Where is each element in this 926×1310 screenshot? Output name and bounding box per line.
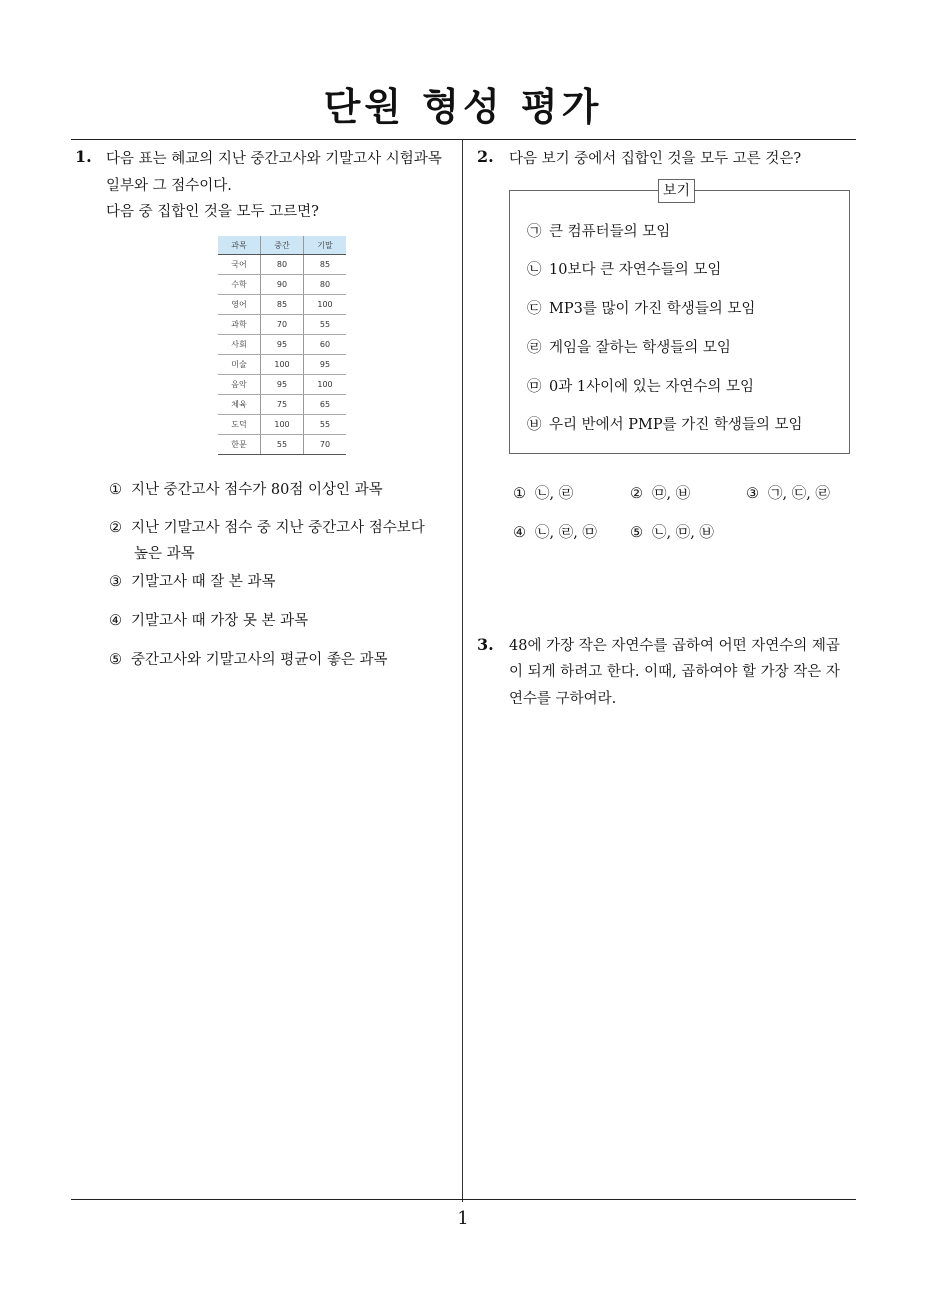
item-text: 10보다 큰 자연수들의 모임 (549, 262, 722, 278)
table-row (218, 275, 346, 295)
question-text-line: 48에 가장 작은 자연수를 곱하여 어떤 자연수의 제곱 (509, 638, 840, 654)
page-title: 단원 형성 평가 (323, 85, 603, 129)
table-cell: 80 (261, 255, 304, 275)
item-text: 우리 반에서 PMP를 가진 학생들의 모임 (549, 417, 803, 433)
answer-option-2[interactable] (109, 515, 425, 541)
question-number: 1. (75, 147, 92, 166)
score-table (218, 236, 346, 455)
item-marker: ㉢ (527, 301, 542, 317)
table-cell: 100 (261, 415, 304, 435)
table-cell: 80 (304, 275, 347, 295)
table-row (218, 295, 346, 315)
question-text-line: 다음 중 집합인 것을 모두 고르면? (106, 204, 319, 220)
item-marker: ㉡ (527, 262, 542, 278)
question-text-line: 다음 보기 중에서 집합인 것을 모두 고른 것은? (509, 151, 802, 167)
option-marker: ③ (109, 574, 122, 590)
table-row (218, 375, 346, 395)
table-cell: 60 (304, 335, 347, 355)
choice-text: ㉤, ㉥ (652, 486, 691, 502)
example-item (527, 337, 731, 359)
answer-choice-2[interactable] (630, 483, 690, 505)
answer-option-4[interactable] (109, 608, 308, 634)
table-cell: 100 (261, 355, 304, 375)
item-marker: ㉠ (527, 224, 542, 240)
option-text: 기말고사 때 잘 본 과목 (131, 574, 276, 590)
column-header: 중간 (261, 236, 304, 255)
choice-text: ㉡, ㉣ (535, 486, 574, 502)
table-cell: 수학 (218, 275, 261, 295)
option-marker: ④ (109, 613, 122, 629)
table-row (218, 435, 346, 455)
table-cell: 55 (304, 315, 347, 335)
table-row (218, 335, 346, 355)
table-cell: 체육 (218, 395, 261, 415)
table-row (218, 315, 346, 335)
table-cell: 과학 (218, 315, 261, 335)
example-item (527, 376, 754, 398)
answer-option-5[interactable] (109, 647, 388, 673)
table-cell: 95 (304, 355, 347, 375)
item-text: 0과 1사이에 있는 자연수의 모임 (549, 379, 754, 395)
column-divider (462, 140, 463, 1202)
example-box-label: 보기 (658, 179, 695, 203)
choice-text: ㉠, ㉢, ㉣ (768, 486, 830, 502)
item-text: 게임을 잘하는 학생들의 모임 (549, 340, 731, 356)
option-marker: ⑤ (109, 652, 122, 668)
option-marker: ① (109, 482, 122, 498)
option-text: 기말고사 때 가장 못 본 과목 (131, 613, 309, 629)
option-marker: ② (109, 520, 122, 536)
table-cell: 음악 (218, 375, 261, 395)
question-text-line: 이 되게 하려고 한다. 이때, 곱하여야 할 가장 작은 자 (509, 664, 840, 680)
question-number: 2. (477, 147, 494, 166)
table-cell: 100 (304, 295, 347, 315)
page-number: 1 (457, 1208, 469, 1229)
question-number: 3. (477, 635, 494, 654)
question-text-line: 일부와 그 점수이다. (106, 178, 232, 194)
choice-marker: ① (513, 486, 526, 502)
table-row (218, 255, 346, 275)
answer-option-1[interactable] (109, 477, 383, 503)
table-cell: 100 (304, 375, 347, 395)
table-row (218, 355, 346, 375)
example-item (527, 259, 721, 281)
table-cell: 도덕 (218, 415, 261, 435)
table-header-row (218, 236, 346, 255)
question-text-line: 연수를 구하여라. (509, 691, 617, 707)
item-text: MP3를 많이 가진 학생들의 모임 (549, 301, 756, 317)
question-text-line: 다음 표는 혜교의 지난 중간고사와 기말고사 시험과목 (106, 151, 442, 167)
table-row (218, 415, 346, 435)
table-cell: 55 (261, 435, 304, 455)
example-item (527, 221, 670, 243)
answer-option-3[interactable] (109, 569, 276, 595)
example-item (527, 298, 755, 320)
table-cell: 95 (261, 335, 304, 355)
column-header: 기말 (304, 236, 347, 255)
table-cell: 85 (261, 295, 304, 315)
bottom-rule (71, 1199, 856, 1200)
table-cell: 사회 (218, 335, 261, 355)
column-header: 과목 (218, 236, 261, 255)
option-text: 지난 기말고사 점수 중 지난 중간고사 점수보다 (131, 520, 425, 536)
table-cell: 90 (261, 275, 304, 295)
answer-choice-3[interactable] (746, 483, 830, 505)
table-cell: 95 (261, 375, 304, 395)
table-cell: 75 (261, 395, 304, 415)
table-cell: 85 (304, 255, 347, 275)
top-rule (71, 139, 856, 140)
choice-marker: ③ (746, 486, 759, 502)
table-cell: 70 (261, 315, 304, 335)
answer-choice-4[interactable] (513, 522, 597, 544)
option-text: 지난 중간고사 점수가 80점 이상인 과목 (131, 482, 383, 498)
item-marker: ㉣ (527, 340, 542, 356)
answer-choice-5[interactable] (630, 522, 714, 544)
item-marker: ㉥ (527, 417, 542, 433)
table-cell: 65 (304, 395, 347, 415)
choice-marker: ④ (513, 525, 526, 541)
choice-text: ㉡, ㉤, ㉥ (652, 525, 714, 541)
choice-marker: ② (630, 486, 643, 502)
table-cell: 한문 (218, 435, 261, 455)
choice-marker: ⑤ (630, 525, 643, 541)
option-text-continued: 높은 과목 (134, 546, 195, 562)
option-text: 중간고사와 기말고사의 평균이 좋은 과목 (131, 652, 388, 668)
item-marker: ㉤ (527, 379, 542, 395)
table-cell: 영어 (218, 295, 261, 315)
item-text: 큰 컴퓨터들의 모임 (549, 224, 671, 240)
example-item (527, 414, 803, 436)
table-cell: 55 (304, 415, 347, 435)
table-cell: 70 (304, 435, 347, 455)
choice-text: ㉡, ㉣, ㉤ (535, 525, 597, 541)
table-row (218, 395, 346, 415)
table-cell: 미술 (218, 355, 261, 375)
answer-choice-1[interactable] (513, 483, 573, 505)
table-cell: 국어 (218, 255, 261, 275)
